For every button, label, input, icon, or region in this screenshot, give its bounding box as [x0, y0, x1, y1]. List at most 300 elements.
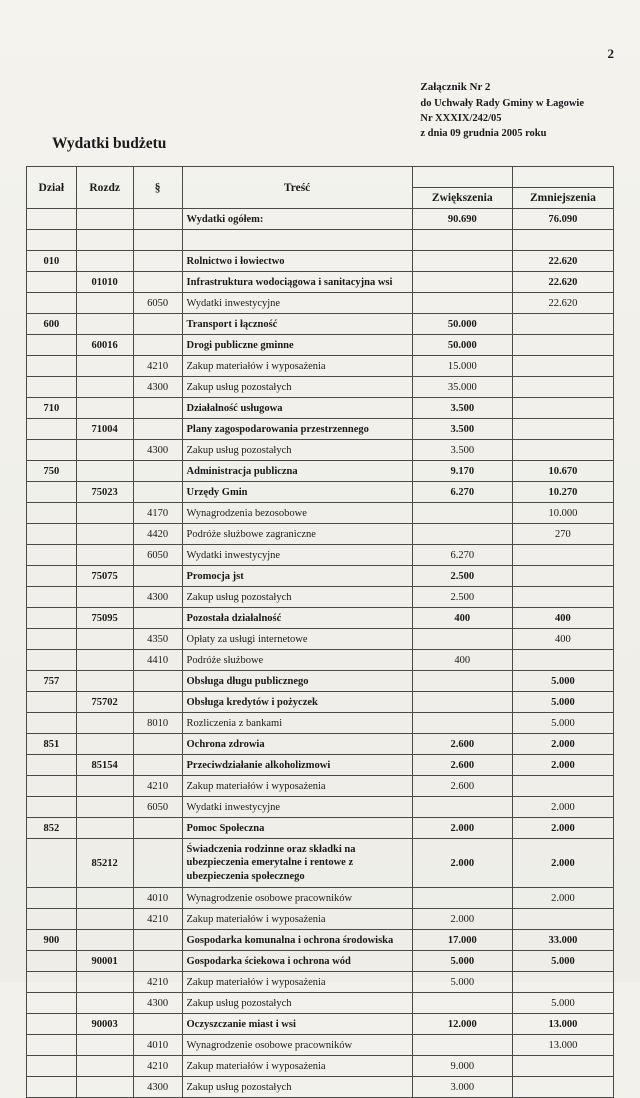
table-row: [27, 356, 614, 377]
cell-zwiekszenia: 2.000: [412, 818, 512, 839]
cell-dzial: 750: [27, 461, 77, 482]
cell-zwiekszenia: [412, 503, 512, 524]
table-row: [27, 272, 614, 293]
cell-rozdz: 75075: [76, 566, 133, 587]
table-row: [27, 1014, 614, 1035]
cell-zwiekszenia: [412, 692, 512, 713]
page-number: 2: [607, 46, 614, 61]
cell-dzial: [27, 888, 77, 909]
cell-paragraf: 4210: [133, 909, 182, 930]
cell-zmniejszenia: 2.000: [512, 755, 613, 776]
cell-paragraf: [133, 755, 182, 776]
table-row: [27, 419, 614, 440]
cell-zwiekszenia: 50.000: [412, 314, 512, 335]
cell-zmniejszenia: 400: [512, 608, 613, 629]
cell-tresc: Obsługa kredytów i pożyczek: [182, 692, 412, 713]
cell-dzial: [27, 1014, 77, 1035]
cell-zmniejszenia: [512, 230, 613, 251]
cell-paragraf: 4350: [133, 629, 182, 650]
cell-tresc: Przeciwdziałanie alkoholizmowi: [182, 755, 412, 776]
cell-rozdz: 75023: [76, 482, 133, 503]
cell-zmniejszenia: 10.270: [512, 482, 613, 503]
table-row: [27, 461, 614, 482]
cell-rozdz: [76, 398, 133, 419]
table-row: [27, 671, 614, 692]
table-row: [27, 839, 614, 888]
cell-dzial: [27, 545, 77, 566]
cell-zmniejszenia: [512, 650, 613, 671]
cell-rozdz: [76, 671, 133, 692]
cell-dzial: [27, 972, 77, 993]
cell-dzial: 757: [27, 671, 77, 692]
cell-paragraf: 4010: [133, 888, 182, 909]
cell-zmniejszenia: [512, 356, 613, 377]
cell-zmniejszenia: [512, 972, 613, 993]
cell-tresc: Pozostała działalność: [182, 608, 412, 629]
cell-zmniejszenia: 10.670: [512, 461, 613, 482]
cell-tresc: Drogi publiczne gminne: [182, 335, 412, 356]
cell-rozdz: [76, 1077, 133, 1098]
table-row: [27, 587, 614, 608]
cell-dzial: [27, 293, 77, 314]
cell-zwiekszenia: 400: [412, 650, 512, 671]
cell-tresc: Podróże służbowe: [182, 650, 412, 671]
cell-tresc: Wydatki inwestycyjne: [182, 293, 412, 314]
cell-zwiekszenia: 90.690: [412, 209, 512, 230]
cell-rozdz: [76, 356, 133, 377]
cell-paragraf: [133, 482, 182, 503]
cell-tresc: Zakup materiałów i wyposażenia: [182, 356, 412, 377]
cell-tresc: Rozliczenia z bankami: [182, 713, 412, 734]
cell-zmniejszenia: 22.620: [512, 251, 613, 272]
document-reference: [420, 80, 584, 142]
cell-paragraf: 6050: [133, 545, 182, 566]
cell-dzial: [27, 356, 77, 377]
cell-tresc: Obsługa długu publicznego: [182, 671, 412, 692]
cell-paragraf: 6050: [133, 797, 182, 818]
cell-paragraf: [133, 251, 182, 272]
cell-rozdz: [76, 230, 133, 251]
table-row: [27, 230, 614, 251]
cell-zwiekszenia: [412, 993, 512, 1014]
cell-dzial: [27, 1077, 77, 1098]
table-row: [27, 1077, 614, 1098]
cell-rozdz: 90003: [76, 1014, 133, 1035]
cell-dzial: 852: [27, 818, 77, 839]
cell-dzial: 010: [27, 251, 77, 272]
cell-paragraf: [133, 839, 182, 888]
cell-rozdz: 01010: [76, 272, 133, 293]
cell-zmniejszenia: 2.000: [512, 797, 613, 818]
cell-rozdz: 75702: [76, 692, 133, 713]
cell-rozdz: 85154: [76, 755, 133, 776]
cell-zmniejszenia: 10.000: [512, 503, 613, 524]
cell-paragraf: [133, 1014, 182, 1035]
page-title: Wydatki budżetu: [52, 135, 167, 152]
cell-zmniejszenia: 22.620: [512, 293, 613, 314]
cell-tresc: [182, 230, 412, 251]
cell-zmniejszenia: 76.090: [512, 209, 613, 230]
cell-tresc: Działalność usługowa: [182, 398, 412, 419]
cell-zmniejszenia: 22.620: [512, 272, 613, 293]
cell-zmniejszenia: 13.000: [512, 1014, 613, 1035]
cell-tresc: Wydatki inwestycyjne: [182, 797, 412, 818]
cell-tresc: Plany zagospodarowania przestrzennego: [182, 419, 412, 440]
cell-zwiekszenia: 2.600: [412, 734, 512, 755]
cell-paragraf: 4300: [133, 1077, 182, 1098]
cell-rozdz: 71004: [76, 419, 133, 440]
cell-zwiekszenia: 400: [412, 608, 512, 629]
doc-ref-line-3: Nr XXXIX/242/05: [420, 113, 502, 125]
cell-zmniejszenia: [512, 440, 613, 461]
table-body: [27, 209, 614, 1098]
cell-zmniejszenia: [512, 566, 613, 587]
cell-zwiekszenia: [412, 1035, 512, 1056]
table-row: [27, 1056, 614, 1077]
cell-tresc: Zakup usług pozostałych: [182, 377, 412, 398]
cell-zmniejszenia: [512, 1056, 613, 1077]
cell-paragraf: [133, 398, 182, 419]
cell-paragraf: 4210: [133, 356, 182, 377]
cell-dzial: [27, 993, 77, 1014]
table-row: [27, 951, 614, 972]
table-row: [27, 650, 614, 671]
cell-tresc: Pomoc Społeczna: [182, 818, 412, 839]
cell-zwiekszenia: 5.000: [412, 972, 512, 993]
cell-zwiekszenia: 15.000: [412, 356, 512, 377]
table-row: [27, 440, 614, 461]
cell-zmniejszenia: 5.000: [512, 993, 613, 1014]
cell-zmniejszenia: 33.000: [512, 930, 613, 951]
cell-zwiekszenia: 3.500: [412, 419, 512, 440]
cell-paragraf: [133, 314, 182, 335]
table-row: [27, 993, 614, 1014]
table-row: [27, 776, 614, 797]
cell-paragraf: [133, 608, 182, 629]
column-header-tresc: Treść: [182, 167, 412, 209]
table-row: [27, 524, 614, 545]
cell-paragraf: 4210: [133, 972, 182, 993]
cell-rozdz: [76, 1035, 133, 1056]
cell-rozdz: [76, 993, 133, 1014]
cell-dzial: [27, 209, 77, 230]
cell-rozdz: [76, 293, 133, 314]
cell-dzial: [27, 272, 77, 293]
cell-paragraf: [133, 272, 182, 293]
cell-dzial: [27, 482, 77, 503]
header-spacer-right: [512, 167, 613, 188]
cell-paragraf: [133, 818, 182, 839]
cell-rozdz: [76, 314, 133, 335]
cell-dzial: [27, 503, 77, 524]
cell-zwiekszenia: 2.000: [412, 909, 512, 930]
column-header-dzial: Dział: [27, 167, 77, 209]
cell-dzial: [27, 587, 77, 608]
cell-dzial: [27, 839, 77, 888]
cell-zmniejszenia: [512, 545, 613, 566]
table-row: [27, 797, 614, 818]
cell-zwiekszenia: 3.000: [412, 1077, 512, 1098]
cell-tresc: Zakup materiałów i wyposażenia: [182, 972, 412, 993]
cell-paragraf: 4300: [133, 587, 182, 608]
cell-tresc: Gospodarka ściekowa i ochrona wód: [182, 951, 412, 972]
cell-paragraf: 4300: [133, 440, 182, 461]
cell-tresc: Oczyszczanie miast i wsi: [182, 1014, 412, 1035]
cell-rozdz: [76, 930, 133, 951]
cell-rozdz: [76, 545, 133, 566]
cell-tresc: Infrastruktura wodociągowa i sanitacyjna wsi: [182, 272, 412, 293]
cell-zmniejszenia: [512, 909, 613, 930]
cell-paragraf: [133, 419, 182, 440]
cell-paragraf: 4300: [133, 377, 182, 398]
table-header: [27, 167, 614, 209]
table-row: [27, 566, 614, 587]
cell-zwiekszenia: 3.500: [412, 398, 512, 419]
cell-rozdz: [76, 734, 133, 755]
cell-rozdz: [76, 251, 133, 272]
cell-zmniejszenia: 270: [512, 524, 613, 545]
table-row: [27, 377, 614, 398]
cell-zmniejszenia: [512, 1077, 613, 1098]
cell-zwiekszenia: 5.000: [412, 951, 512, 972]
doc-ref-line-4: z dnia 09 grudnia 2005 roku: [420, 128, 547, 140]
cell-paragraf: [133, 734, 182, 755]
cell-tresc: Urzędy Gmin: [182, 482, 412, 503]
cell-rozdz: [76, 650, 133, 671]
cell-dzial: [27, 797, 77, 818]
cell-zwiekszenia: [412, 272, 512, 293]
cell-rozdz: 85212: [76, 839, 133, 888]
cell-tresc: Opłaty za usługi internetowe: [182, 629, 412, 650]
cell-tresc: Wynagrodzenia bezosobowe: [182, 503, 412, 524]
cell-dzial: [27, 335, 77, 356]
cell-zwiekszenia: [412, 629, 512, 650]
cell-zmniejszenia: 13.000: [512, 1035, 613, 1056]
cell-paragraf: [133, 230, 182, 251]
cell-tresc: Zakup usług pozostałych: [182, 993, 412, 1014]
cell-zmniejszenia: 400: [512, 629, 613, 650]
cell-zwiekszenia: 6.270: [412, 545, 512, 566]
cell-zmniejszenia: [512, 377, 613, 398]
cell-tresc: Świadczenia rodzinne oraz składki na ubezpieczenia emerytalne i rentowe z ubezpieczenia społecznego: [182, 839, 412, 888]
cell-rozdz: [76, 797, 133, 818]
cell-zwiekszenia: [412, 888, 512, 909]
cell-rozdz: [76, 909, 133, 930]
cell-zmniejszenia: [512, 776, 613, 797]
table-row: [27, 314, 614, 335]
cell-dzial: [27, 440, 77, 461]
table-row: [27, 335, 614, 356]
cell-paragraf: [133, 566, 182, 587]
cell-tresc: Gospodarka komunalna i ochrona środowiska: [182, 930, 412, 951]
cell-paragraf: 4170: [133, 503, 182, 524]
cell-zwiekszenia: 2.000: [412, 839, 512, 888]
table-row: [27, 818, 614, 839]
column-header-zwiekszenia: Zwiększenia: [412, 188, 512, 209]
cell-tresc: Administracja publiczna: [182, 461, 412, 482]
table-row: [27, 251, 614, 272]
table-row: [27, 629, 614, 650]
table-row: [27, 888, 614, 909]
cell-paragraf: [133, 335, 182, 356]
budget-table: [26, 166, 614, 1098]
cell-tresc: Zakup usług pozostałych: [182, 587, 412, 608]
cell-paragraf: 6050: [133, 293, 182, 314]
cell-zwiekszenia: [412, 797, 512, 818]
cell-tresc: Transport i łączność: [182, 314, 412, 335]
cell-rozdz: [76, 776, 133, 797]
cell-dzial: [27, 377, 77, 398]
cell-paragraf: [133, 951, 182, 972]
cell-rozdz: [76, 629, 133, 650]
header-spacer-left: [412, 167, 512, 188]
cell-zmniejszenia: 2.000: [512, 818, 613, 839]
table-row: [27, 692, 614, 713]
cell-dzial: 851: [27, 734, 77, 755]
cell-zwiekszenia: 17.000: [412, 930, 512, 951]
cell-paragraf: [133, 461, 182, 482]
cell-tresc: Zakup usług pozostałych: [182, 440, 412, 461]
cell-paragraf: 8010: [133, 713, 182, 734]
cell-dzial: [27, 650, 77, 671]
cell-zmniejszenia: 5.000: [512, 951, 613, 972]
cell-zwiekszenia: 2.500: [412, 587, 512, 608]
cell-zmniejszenia: [512, 587, 613, 608]
cell-tresc: Zakup materiałów i wyposażenia: [182, 776, 412, 797]
cell-dzial: [27, 951, 77, 972]
cell-rozdz: [76, 209, 133, 230]
cell-zwiekszenia: [412, 230, 512, 251]
cell-rozdz: 75095: [76, 608, 133, 629]
table-row: [27, 608, 614, 629]
cell-tresc: Promocja jst: [182, 566, 412, 587]
cell-zwiekszenia: [412, 713, 512, 734]
cell-dzial: [27, 629, 77, 650]
cell-tresc: Rolnictwo i łowiectwo: [182, 251, 412, 272]
cell-rozdz: [76, 587, 133, 608]
table-row: [27, 293, 614, 314]
cell-rozdz: [76, 888, 133, 909]
table-row: [27, 398, 614, 419]
cell-rozdz: [76, 972, 133, 993]
table-row: [27, 503, 614, 524]
cell-paragraf: 4410: [133, 650, 182, 671]
cell-rozdz: [76, 713, 133, 734]
cell-dzial: [27, 566, 77, 587]
cell-dzial: [27, 755, 77, 776]
cell-zwiekszenia: [412, 293, 512, 314]
cell-zwiekszenia: 9.000: [412, 1056, 512, 1077]
table-row: [27, 713, 614, 734]
cell-dzial: [27, 1035, 77, 1056]
cell-rozdz: [76, 461, 133, 482]
cell-zmniejszenia: 2.000: [512, 734, 613, 755]
cell-rozdz: [76, 440, 133, 461]
table-row: [27, 930, 614, 951]
cell-dzial: [27, 230, 77, 251]
cell-dzial: [27, 608, 77, 629]
cell-rozdz: [76, 818, 133, 839]
cell-tresc: Zakup materiałów i wyposażenia: [182, 1056, 412, 1077]
cell-tresc: Wynagrodzenie osobowe pracowników: [182, 888, 412, 909]
table-row: [27, 482, 614, 503]
cell-zmniejszenia: [512, 419, 613, 440]
cell-rozdz: 60016: [76, 335, 133, 356]
cell-tresc: Ochrona zdrowia: [182, 734, 412, 755]
cell-zwiekszenia: 35.000: [412, 377, 512, 398]
cell-tresc: Zakup materiałów i wyposażenia: [182, 909, 412, 930]
cell-paragraf: [133, 692, 182, 713]
cell-paragraf: 4300: [133, 993, 182, 1014]
cell-dzial: [27, 1056, 77, 1077]
cell-rozdz: [76, 1056, 133, 1077]
column-header-paragraf: §: [133, 167, 182, 209]
cell-zwiekszenia: 12.000: [412, 1014, 512, 1035]
table-row: [27, 734, 614, 755]
cell-rozdz: [76, 377, 133, 398]
cell-tresc: Wydatki inwestycyjne: [182, 545, 412, 566]
table-row: [27, 545, 614, 566]
table-row: [27, 972, 614, 993]
cell-zwiekszenia: [412, 251, 512, 272]
cell-zwiekszenia: 6.270: [412, 482, 512, 503]
cell-rozdz: 90001: [76, 951, 133, 972]
table-row: [27, 755, 614, 776]
cell-zwiekszenia: [412, 671, 512, 692]
cell-dzial: [27, 524, 77, 545]
cell-zwiekszenia: 2.500: [412, 566, 512, 587]
cell-tresc: Zakup usług pozostałych: [182, 1077, 412, 1098]
table-header-row-1: [27, 167, 614, 188]
cell-tresc: Wynagrodzenie osobowe pracowników: [182, 1035, 412, 1056]
doc-ref-line-2: do Uchwały Rady Gminy w Łagowie: [420, 97, 584, 109]
cell-tresc: Wydatki ogółem:: [182, 209, 412, 230]
cell-dzial: 900: [27, 930, 77, 951]
cell-paragraf: 4210: [133, 776, 182, 797]
cell-dzial: 710: [27, 398, 77, 419]
cell-zwiekszenia: 9.170: [412, 461, 512, 482]
column-header-rozdz: Rozdz: [76, 167, 133, 209]
cell-zwiekszenia: 2.600: [412, 755, 512, 776]
table-row: [27, 1035, 614, 1056]
cell-zmniejszenia: [512, 335, 613, 356]
cell-paragraf: [133, 209, 182, 230]
cell-paragraf: 4210: [133, 1056, 182, 1077]
cell-dzial: [27, 909, 77, 930]
cell-paragraf: 4420: [133, 524, 182, 545]
table-row: [27, 909, 614, 930]
cell-zmniejszenia: [512, 314, 613, 335]
doc-ref-line-1: Załącznik Nr 2: [420, 81, 491, 93]
cell-zmniejszenia: 5.000: [512, 713, 613, 734]
cell-dzial: 600: [27, 314, 77, 335]
cell-zwiekszenia: 50.000: [412, 335, 512, 356]
cell-zwiekszenia: 2.600: [412, 776, 512, 797]
cell-dzial: [27, 713, 77, 734]
cell-zmniejszenia: 5.000: [512, 671, 613, 692]
cell-rozdz: [76, 524, 133, 545]
cell-tresc: Podróże służbowe zagraniczne: [182, 524, 412, 545]
cell-zwiekszenia: 3.500: [412, 440, 512, 461]
cell-dzial: [27, 419, 77, 440]
cell-zmniejszenia: 2.000: [512, 839, 613, 888]
column-header-zmniejszenia: Zmniejszenia: [512, 188, 613, 209]
cell-zmniejszenia: 2.000: [512, 888, 613, 909]
cell-zmniejszenia: [512, 398, 613, 419]
cell-zwiekszenia: [412, 524, 512, 545]
cell-dzial: [27, 692, 77, 713]
cell-dzial: [27, 776, 77, 797]
